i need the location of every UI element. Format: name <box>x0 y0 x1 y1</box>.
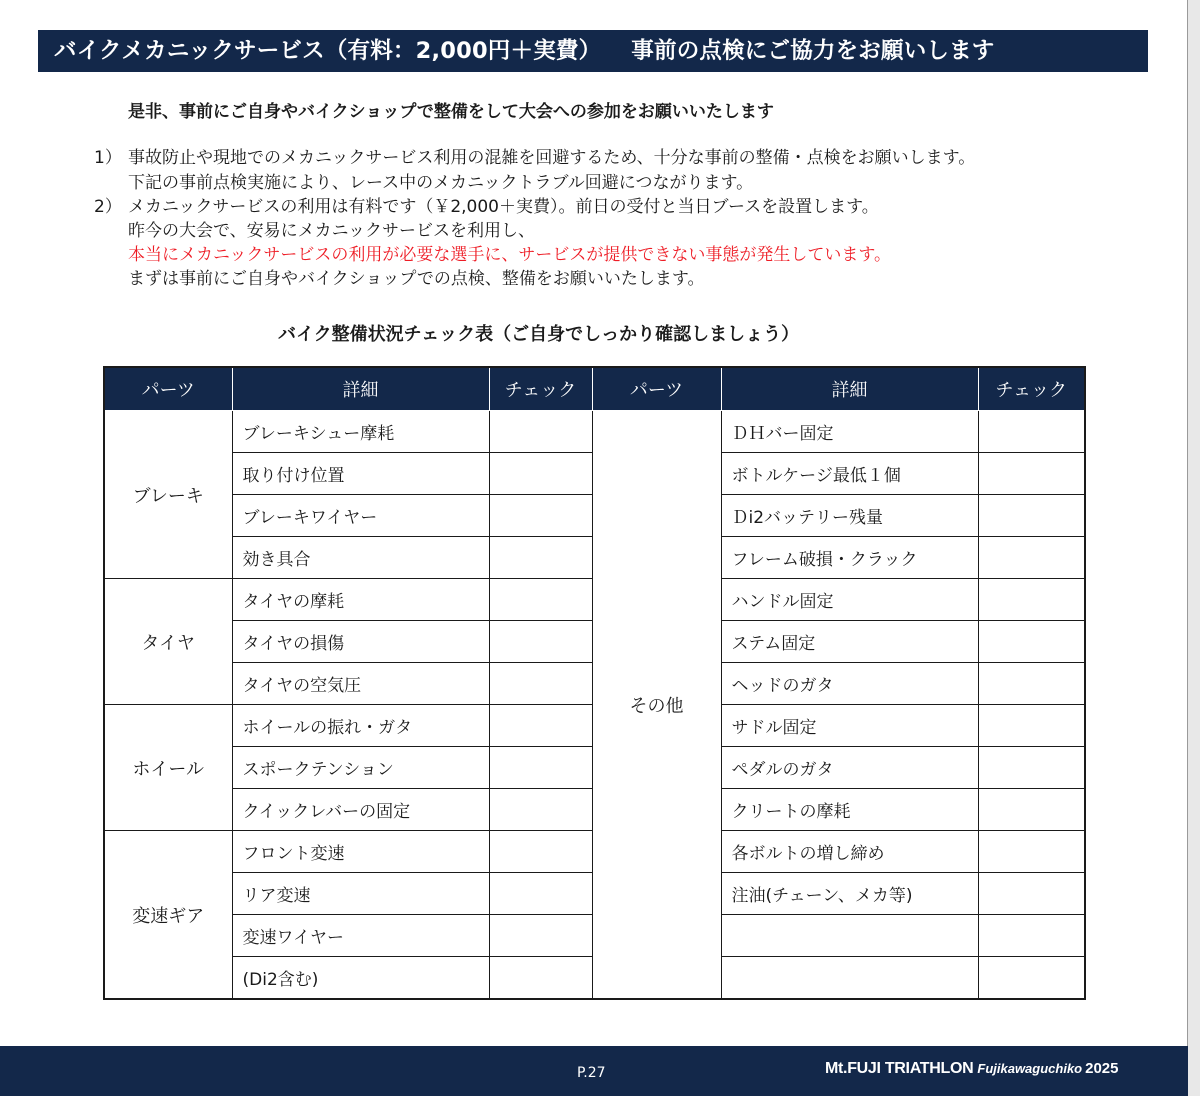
brand-year: 2025 <box>1085 1060 1119 1077</box>
check-box[interactable] <box>489 957 592 1000</box>
detail-cell: スポークテンション <box>232 747 489 789</box>
section-subtitle: 事前の点検にご協力をお願いします <box>631 38 995 64</box>
brand-location: Fujikawaguchiko <box>977 1061 1083 1076</box>
check-box[interactable] <box>489 831 592 873</box>
check-box[interactable] <box>978 663 1085 705</box>
detail-cell: タイヤの空気圧 <box>232 663 489 705</box>
check-box[interactable] <box>978 495 1085 537</box>
detail-cell: ボトルケージ最低１個 <box>721 453 978 495</box>
check-box[interactable] <box>978 579 1085 621</box>
check-box[interactable] <box>489 705 592 747</box>
detail-cell: タイヤの摩耗 <box>232 579 489 621</box>
header-check: チェック <box>489 367 592 411</box>
check-box[interactable] <box>978 747 1085 789</box>
detail-cell: 効き具合 <box>232 537 489 579</box>
detail-cell: ブレーキワイヤー <box>232 495 489 537</box>
part-category-wheel: ホイール <box>104 705 232 831</box>
check-box[interactable] <box>978 789 1085 831</box>
bike-check-table <box>103 366 1086 1000</box>
detail-cell: ヘッドのガタ <box>721 663 978 705</box>
check-box[interactable] <box>489 579 592 621</box>
check-box[interactable] <box>489 453 592 495</box>
detail-cell: ハンドル固定 <box>721 579 978 621</box>
part-category-brake: ブレーキ <box>104 411 232 579</box>
detail-cell: 各ボルトの増し締め <box>721 831 978 873</box>
detail-cell: リア変速 <box>232 873 489 915</box>
table-header-row <box>104 367 1085 411</box>
event-brand <box>825 1060 1119 1078</box>
check-box[interactable] <box>489 873 592 915</box>
header-check: チェック <box>978 367 1085 411</box>
check-box[interactable] <box>978 915 1085 957</box>
detail-cell: (Di2含む) <box>232 957 489 1000</box>
note-text: 事故防止や現地でのメカニックサービス利用の混雑を回避するため、十分な事前の整備・点検をお願いします。 <box>128 148 976 168</box>
page-edge <box>1188 0 1200 1096</box>
note-text: 昨今の大会で、安易にメカニックサービスを利用し、 <box>128 221 535 241</box>
page-edge-line <box>1187 0 1188 1096</box>
table-title: バイク整備状況チェック表（ご自身でしっかり確認しましょう） <box>278 324 800 345</box>
check-box[interactable] <box>978 453 1085 495</box>
detail-cell: ホイールの振れ・ガタ <box>232 705 489 747</box>
check-box[interactable] <box>978 621 1085 663</box>
detail-cell: 変速ワイヤー <box>232 915 489 957</box>
header-part: パーツ <box>104 367 232 411</box>
detail-cell: サドル固定 <box>721 705 978 747</box>
detail-cell: ステム固定 <box>721 621 978 663</box>
footer-bar <box>0 1046 1188 1096</box>
check-box[interactable] <box>978 831 1085 873</box>
check-box[interactable] <box>489 537 592 579</box>
check-box[interactable] <box>489 915 592 957</box>
check-box[interactable] <box>978 957 1085 1000</box>
check-box[interactable] <box>489 663 592 705</box>
detail-cell <box>721 957 978 1000</box>
note-text: メカニックサービスの利用は有料です（￥2,000＋実費）。前日の受付と当日ブースを設置します。 <box>128 197 879 217</box>
part-category-tire: タイヤ <box>104 579 232 705</box>
part-category-other: その他 <box>592 411 721 1000</box>
detail-cell: クリートの摩耗 <box>721 789 978 831</box>
note-number: 1） <box>94 148 122 168</box>
part-category-gear: 変速ギア <box>104 831 232 1000</box>
detail-cell <box>721 915 978 957</box>
check-box[interactable] <box>978 705 1085 747</box>
table-row <box>104 411 1085 453</box>
brand-main: Mt.FUJI TRIATHLON <box>825 1060 974 1077</box>
detail-cell: フレーム破損・クラック <box>721 537 978 579</box>
section-title: バイクメカニックサービス（有料：2,000円＋実費） <box>54 38 602 64</box>
detail-cell: 注油(チェーン、メカ等) <box>721 873 978 915</box>
check-box[interactable] <box>489 789 592 831</box>
detail-cell: クイックレバーの固定 <box>232 789 489 831</box>
check-box[interactable] <box>489 621 592 663</box>
header-detail: 詳細 <box>232 367 489 411</box>
section-title-bar <box>38 30 1148 72</box>
check-box[interactable] <box>978 411 1085 453</box>
check-box[interactable] <box>489 747 592 789</box>
header-part: パーツ <box>592 367 721 411</box>
lead-text: 是非、事前にご自身やバイクショップで整備をして大会への参加をお願いいたします <box>128 102 774 122</box>
check-box[interactable] <box>978 537 1085 579</box>
note-number: 2） <box>94 197 122 217</box>
note-text: まずは事前にご自身やバイクショップでの点検、整備をお願いいたします。 <box>128 269 705 289</box>
detail-cell: Ｄi2バッテリー残量 <box>721 495 978 537</box>
detail-cell: フロント変速 <box>232 831 489 873</box>
note-text: 下記の事前点検実施により、レース中のメカニックトラブル回避につながります。 <box>128 173 754 193</box>
page-number: P.27 <box>577 1065 606 1081</box>
detail-cell: 取り付け位置 <box>232 453 489 495</box>
check-box[interactable] <box>978 873 1085 915</box>
detail-cell: ペダルのガタ <box>721 747 978 789</box>
check-box[interactable] <box>489 495 592 537</box>
note-warning-text: 本当にメカニックサービスの利用が必要な選手に、サービスが提供できない事態が発生しています。 <box>128 245 891 265</box>
detail-cell: ＤＨバー固定 <box>721 411 978 453</box>
detail-cell: タイヤの損傷 <box>232 621 489 663</box>
check-box[interactable] <box>489 411 592 453</box>
detail-cell: ブレーキシュー摩耗 <box>232 411 489 453</box>
header-detail: 詳細 <box>721 367 978 411</box>
